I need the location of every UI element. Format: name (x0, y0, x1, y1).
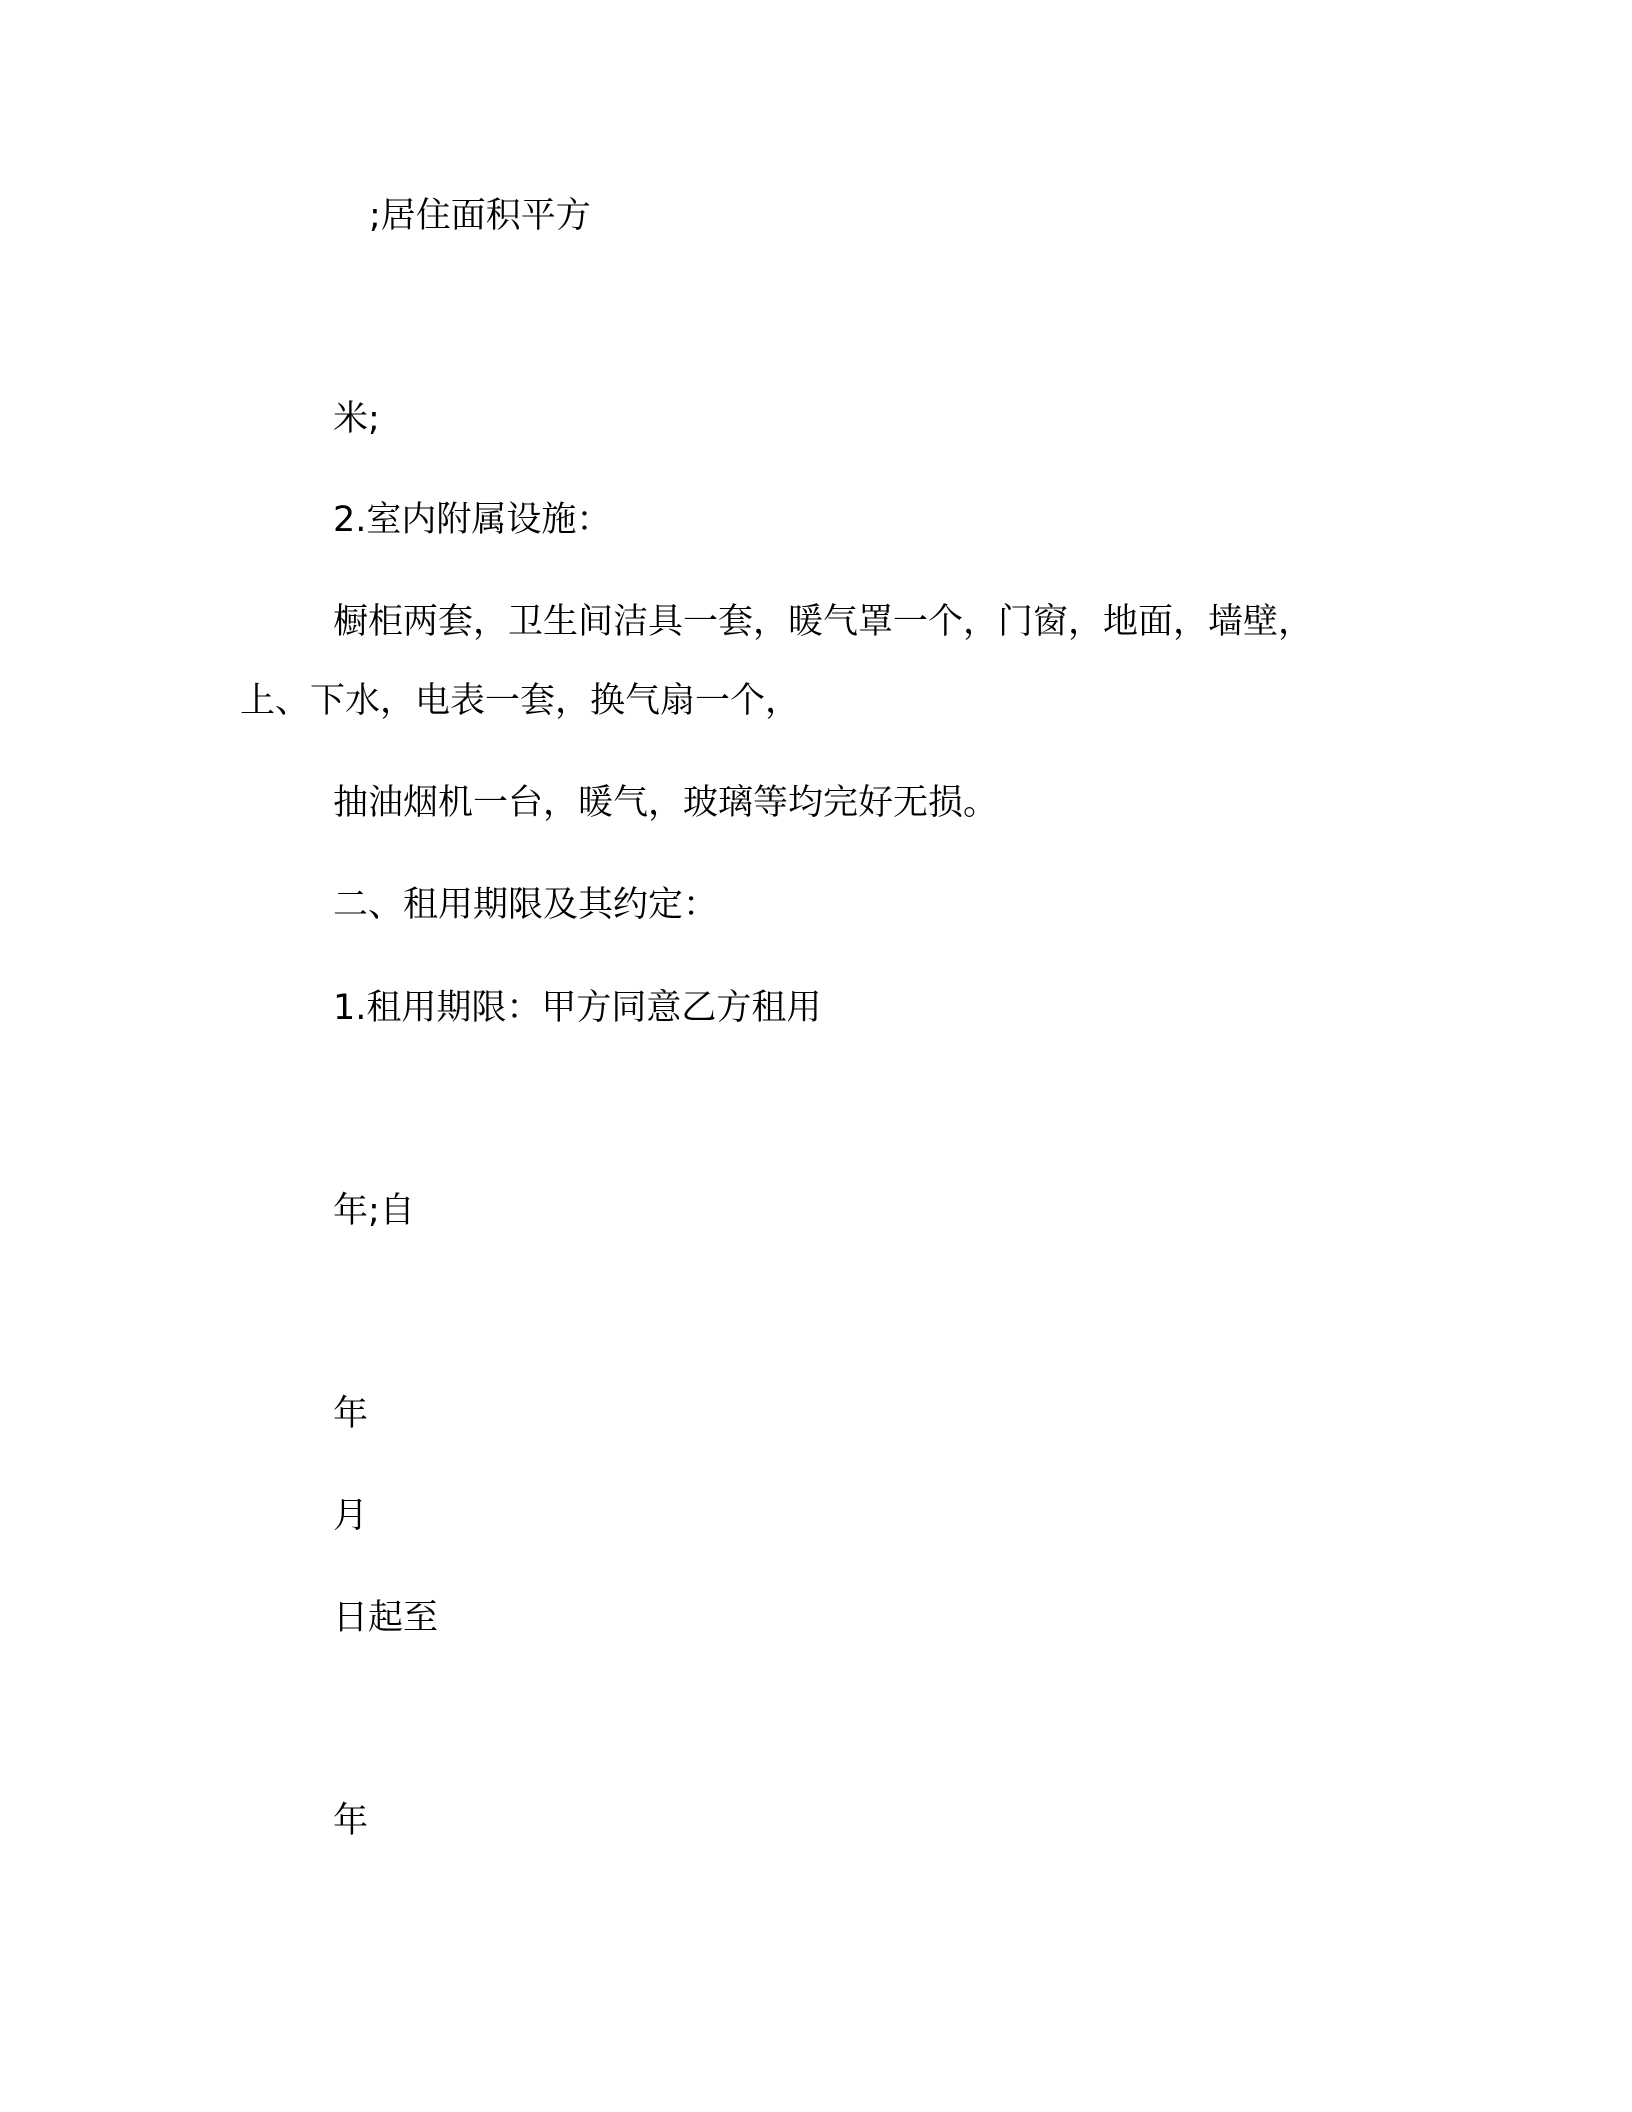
text-line-meter: 米; (333, 399, 380, 439)
text-line-year: 年 (333, 1394, 369, 1434)
text-line-day-until: 日起至 (333, 1598, 439, 1638)
section-heading-lease-term: 二、租用期限及其约定： (333, 885, 719, 925)
text-line-facilities-list-cont: 上、下水，电表一套，换气扇一个， (240, 681, 801, 721)
text-line-facilities-heading: 2.室内附属设施： (333, 500, 612, 540)
text-line-lease-term: 1.租用期限：甲方同意乙方租用 (333, 988, 822, 1028)
text-line-year-from: 年;自 (333, 1191, 415, 1231)
text-line-year-end: 年 (333, 1801, 369, 1841)
text-line-month: 月 (333, 1496, 369, 1536)
text-line-facilities-condition: 抽油烟机一台，暖气，玻璃等均完好无损。 (333, 783, 999, 823)
text-line-living-area: ;居住面积平方 (369, 196, 591, 236)
text-line-facilities-list: 橱柜两套，卫生间洁具一套，暖气罩一个，门窗，地面，墙壁， (333, 602, 1314, 642)
